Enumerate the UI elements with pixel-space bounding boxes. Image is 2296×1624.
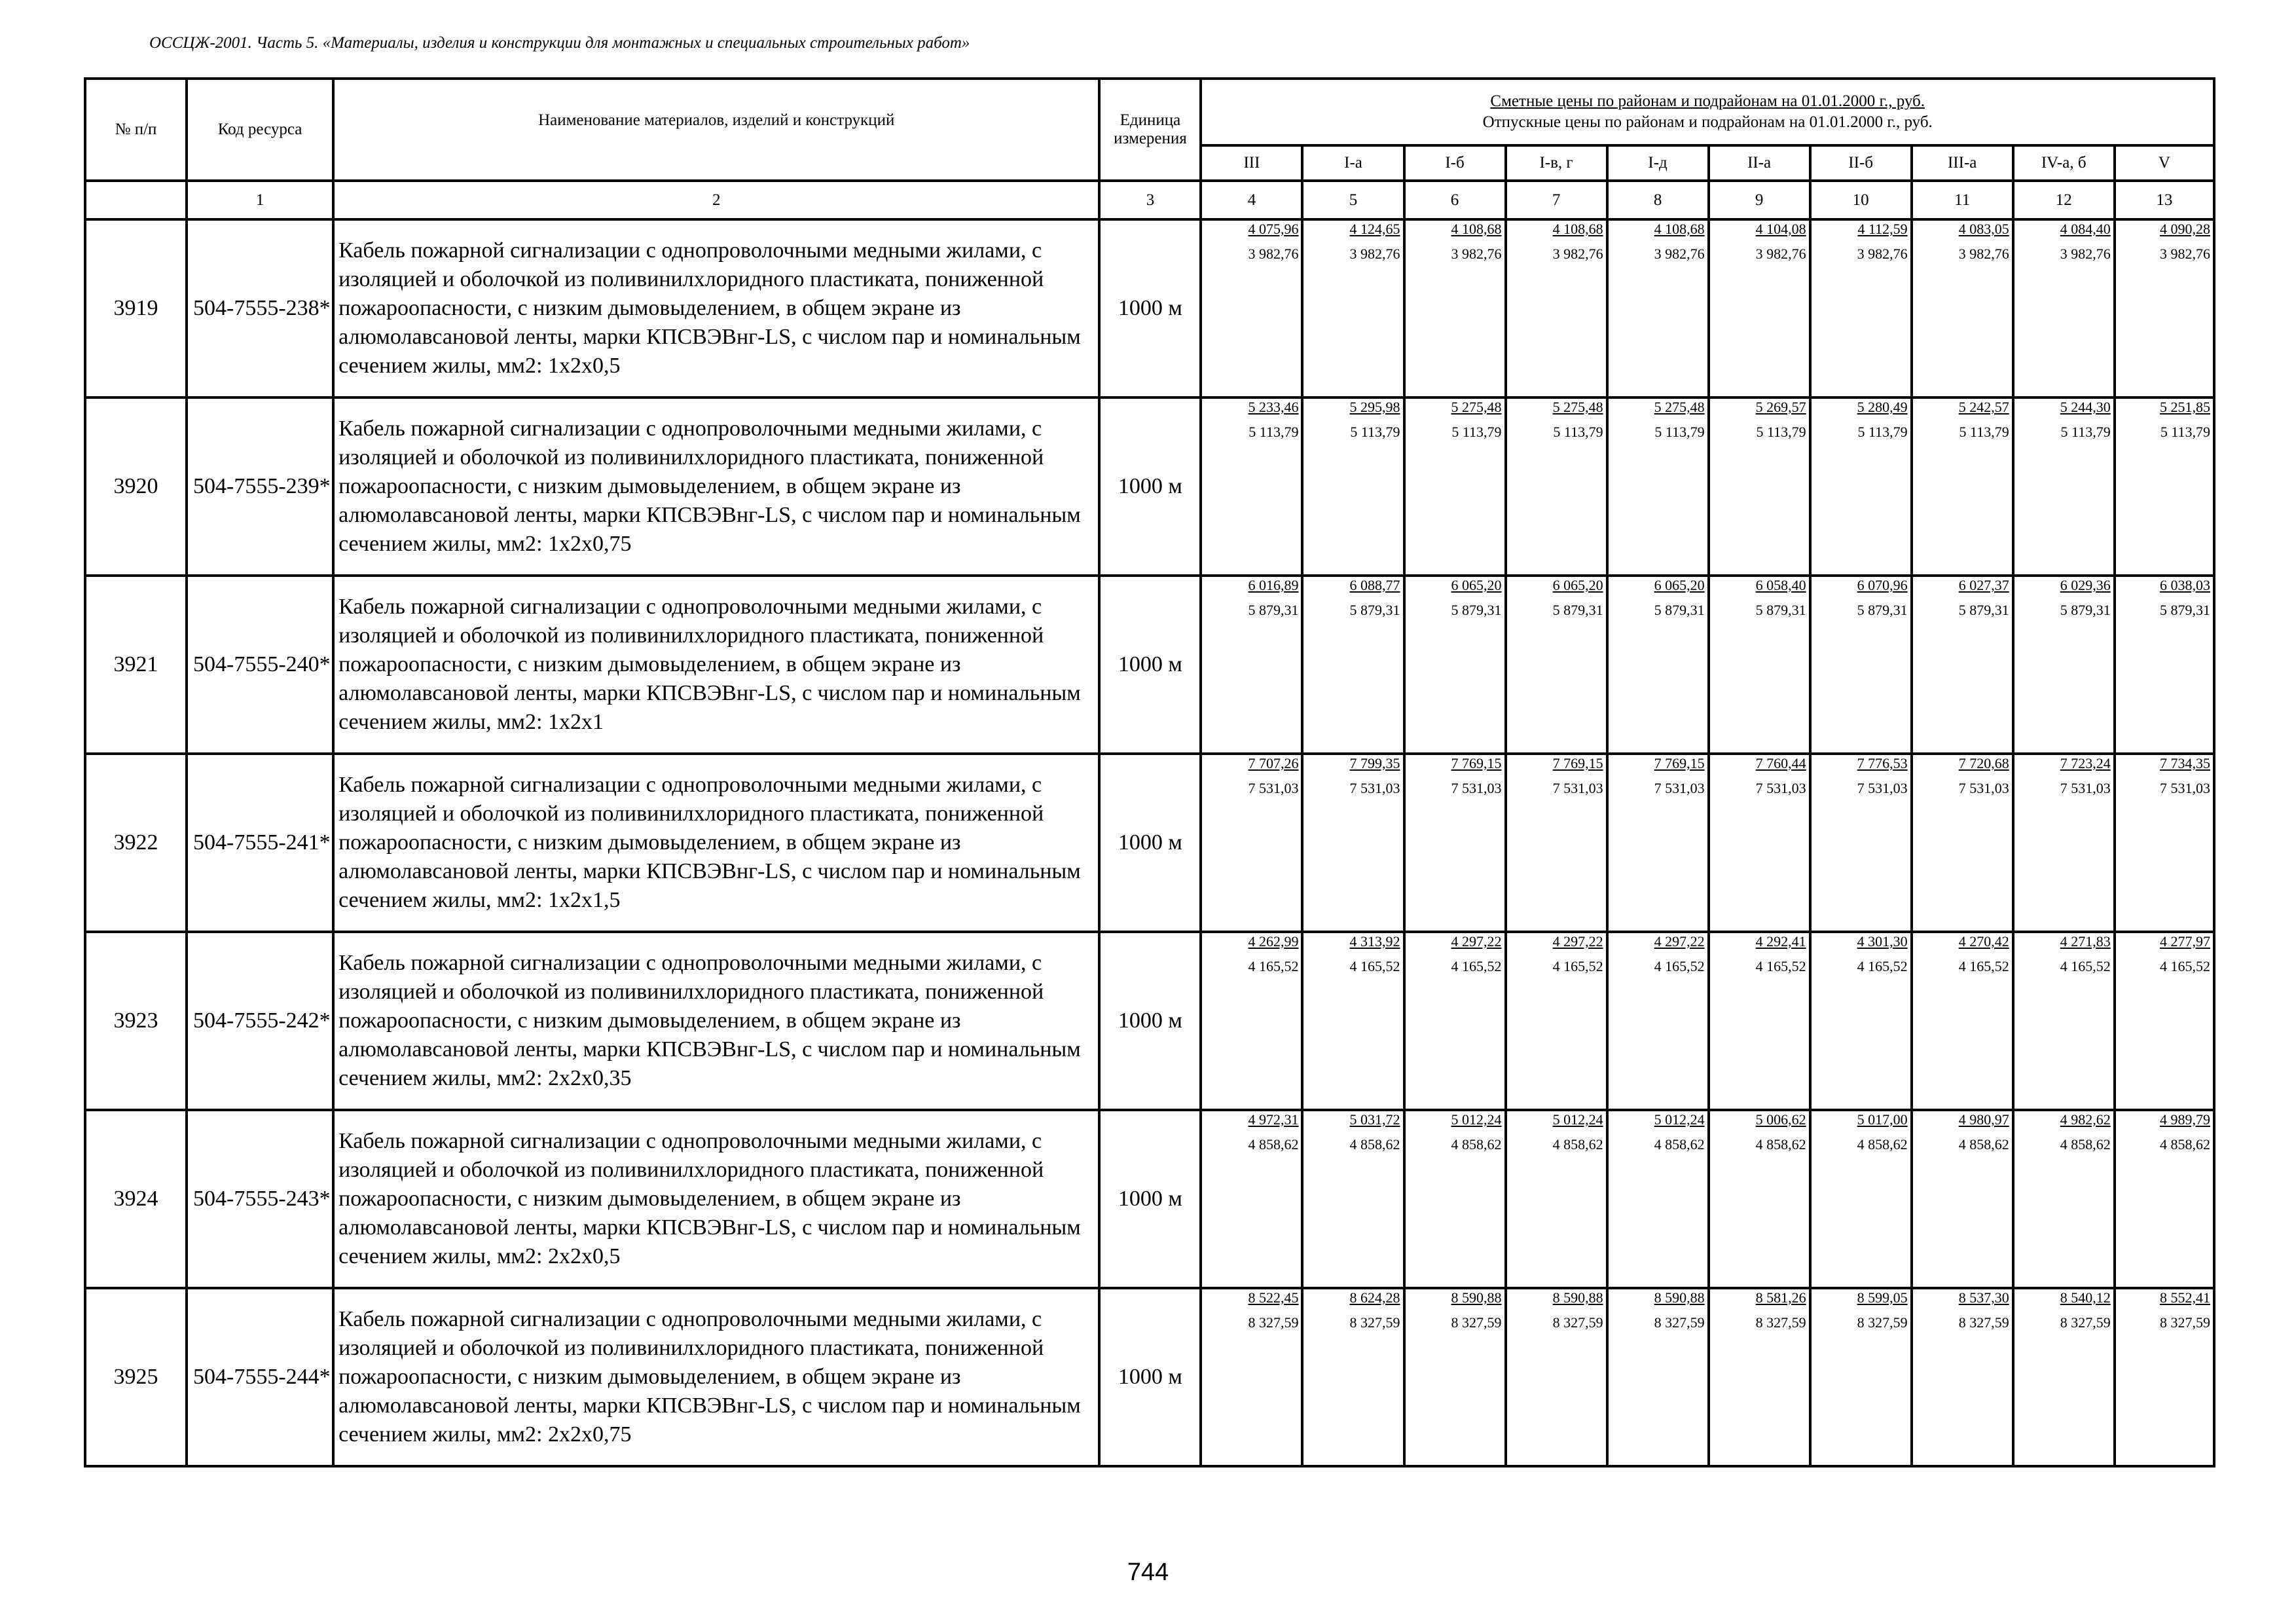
release-price: 7 531,03	[1857, 780, 1908, 796]
estimate-price: 4 104,08	[1755, 221, 1806, 237]
price-cell	[1506, 1110, 1607, 1288]
table-row	[85, 397, 2214, 576]
table-row	[85, 1288, 2214, 1466]
region-header: I-в, г	[1506, 145, 1607, 181]
estimate-price: 6 058,40	[1755, 577, 1806, 593]
release-price: 8 327,59	[2060, 1314, 2111, 1331]
header-unit: Единица измерения	[1099, 79, 1201, 181]
estimate-price: 7 769,15	[1451, 755, 1502, 771]
estimate-price: 8 599,05	[1857, 1289, 1908, 1306]
material-name: Кабель пожарной сигнализации с однопроволочными медными жилами, с изоляцией и оболочкой из поливинилхлоридного пластиката, пониженной пожароопасности, с низким дымовыделением, в общем экране из алюмолавсановой ленты, марки КПСВЭВнг-LS, с числом пар и номинальным сечением жилы, мм2: 1x2x1,5	[333, 754, 1099, 932]
region-header: I-д	[1607, 145, 1709, 181]
estimate-price: 4 108,68	[1552, 221, 1603, 237]
price-cell	[1912, 754, 2013, 932]
region-header: IV-а, б	[2013, 145, 2115, 181]
release-price: 7 531,03	[1451, 780, 1502, 796]
estimate-price: 4 277,97	[2160, 933, 2210, 950]
estimate-price: 7 720,68	[1958, 755, 2009, 771]
resource-code: 504-7555-241*	[187, 754, 333, 932]
release-price: 5 113,79	[1756, 424, 1806, 440]
unit-of-measure: 1000 м	[1099, 932, 1201, 1110]
table-row	[85, 932, 2214, 1110]
resource-code: 504-7555-239*	[187, 397, 333, 576]
unit-of-measure: 1000 м	[1099, 754, 1201, 932]
release-price: 4 858,62	[1451, 1136, 1502, 1153]
price-cell	[1201, 1110, 1302, 1288]
price-cell	[1302, 1288, 1404, 1466]
price-cell	[1810, 219, 1912, 397]
estimate-price: 7 769,15	[1552, 755, 1603, 771]
header-prices-estimate: Сметные цены по районам и подрайонам на 01.01.2000 г., руб.	[1490, 92, 1925, 110]
release-price: 8 327,59	[1958, 1314, 2009, 1331]
release-price: 5 879,31	[1552, 602, 1603, 618]
column-number: 1	[187, 181, 333, 219]
estimate-price: 4 090,28	[2160, 221, 2210, 237]
estimate-price: 4 292,41	[1755, 933, 1806, 950]
release-price: 5 113,79	[2160, 424, 2210, 440]
release-price: 4 165,52	[1349, 958, 1400, 974]
release-price: 5 879,31	[2060, 602, 2111, 618]
estimate-price: 7 760,44	[1755, 755, 1806, 771]
release-price: 4 858,62	[1349, 1136, 1400, 1153]
price-cell	[1709, 1110, 1810, 1288]
estimate-price: 5 275,48	[1654, 399, 1705, 415]
estimate-price: 4 124,65	[1349, 221, 1400, 237]
release-price: 8 327,59	[1552, 1314, 1603, 1331]
region-header: I-а	[1302, 145, 1404, 181]
resource-code: 504-7555-243*	[187, 1110, 333, 1288]
estimate-price: 5 295,98	[1349, 399, 1400, 415]
estimate-price: 8 590,88	[1654, 1289, 1705, 1306]
release-price: 3 982,76	[2160, 246, 2210, 262]
estimate-price: 4 980,97	[1958, 1111, 2009, 1128]
unit-of-measure: 1000 м	[1099, 576, 1201, 754]
release-price: 7 531,03	[1349, 780, 1400, 796]
region-header: II-а	[1709, 145, 1810, 181]
price-cell	[2115, 576, 2214, 754]
estimate-price: 8 590,88	[1451, 1289, 1502, 1306]
header-code: Код ресурса	[187, 79, 333, 181]
estimate-price: 6 027,37	[1958, 577, 2009, 593]
row-number: 3923	[85, 932, 187, 1110]
release-price: 5 113,79	[2060, 424, 2111, 440]
price-cell	[1607, 754, 1709, 932]
price-cell	[2115, 397, 2214, 576]
material-name: Кабель пожарной сигнализации с однопроволочными медными жилами, с изоляцией и оболочкой из поливинилхлоридного пластиката, пониженной пожароопасности, с низким дымовыделением, в общем экране из алюмолавсановой ленты, марки КПСВЭВнг-LS, с числом пар и номинальным сечением жилы, мм2: 1x2x0,5	[333, 219, 1099, 397]
row-number: 3921	[85, 576, 187, 754]
estimate-price: 4 270,42	[1958, 933, 2009, 950]
header-num: № п/п	[85, 79, 187, 181]
header-prices	[1201, 79, 2214, 145]
column-number: 2	[333, 181, 1099, 219]
estimate-price: 8 522,45	[1248, 1289, 1299, 1306]
price-cell	[1912, 1288, 2013, 1466]
column-number: 7	[1506, 181, 1607, 219]
estimate-price: 5 012,24	[1552, 1111, 1603, 1128]
release-price: 7 531,03	[1248, 780, 1299, 796]
estimate-price: 4 297,22	[1654, 933, 1705, 950]
estimate-price: 7 734,35	[2160, 755, 2210, 771]
estimate-price: 4 083,05	[1958, 221, 2009, 237]
price-cell	[2115, 1110, 2214, 1288]
estimate-price: 5 233,46	[1248, 399, 1299, 415]
release-price: 7 531,03	[2060, 780, 2111, 796]
price-cell	[1404, 932, 1506, 1110]
release-price: 5 879,31	[1248, 602, 1299, 618]
release-price: 4 165,52	[1552, 958, 1603, 974]
release-price: 4 858,62	[1552, 1136, 1603, 1153]
price-cell	[1506, 219, 1607, 397]
row-number: 3924	[85, 1110, 187, 1288]
header-name: Наименование материалов, изделий и конструкций	[333, 79, 1099, 181]
price-cell	[2013, 576, 2115, 754]
release-price: 8 327,59	[1857, 1314, 1908, 1331]
estimate-price: 6 088,77	[1349, 577, 1400, 593]
region-header: II-б	[1810, 145, 1912, 181]
material-name: Кабель пожарной сигнализации с однопроволочными медными жилами, с изоляцией и оболочкой из поливинилхлоридного пластиката, пониженной пожароопасности, с низким дымовыделением, в общем экране из алюмолавсановой ленты, марки КПСВЭВнг-LS, с числом пар и номинальным сечением жилы, мм2: 2x2x0,35	[333, 932, 1099, 1110]
estimate-price: 5 280,49	[1857, 399, 1908, 415]
row-number: 3925	[85, 1288, 187, 1466]
estimate-price: 6 038,03	[2160, 577, 2210, 593]
estimate-price: 5 031,72	[1349, 1111, 1400, 1128]
price-cell	[1810, 932, 1912, 1110]
estimate-price: 5 251,85	[2160, 399, 2210, 415]
release-price: 3 982,76	[1755, 246, 1806, 262]
row-number: 3922	[85, 754, 187, 932]
estimate-price: 4 075,96	[1248, 221, 1299, 237]
release-price: 4 858,62	[2060, 1136, 2111, 1153]
release-price: 3 982,76	[2060, 246, 2111, 262]
release-price: 5 113,79	[1350, 424, 1400, 440]
price-cell	[1404, 576, 1506, 754]
estimate-price: 6 029,36	[2060, 577, 2111, 593]
price-cell	[2013, 1288, 2115, 1466]
price-cell	[1709, 576, 1810, 754]
estimate-price: 6 065,20	[1552, 577, 1603, 593]
release-price: 4 165,52	[1248, 958, 1299, 974]
estimate-price: 4 972,31	[1248, 1111, 1299, 1128]
release-price: 3 982,76	[1349, 246, 1400, 262]
region-header: I-б	[1404, 145, 1506, 181]
price-cell	[2013, 932, 2115, 1110]
release-price: 3 982,76	[1451, 246, 1502, 262]
price-cell	[2115, 754, 2214, 932]
estimate-price: 4 297,22	[1451, 933, 1502, 950]
price-cell	[1404, 1110, 1506, 1288]
material-name: Кабель пожарной сигнализации с однопроволочными медными жилами, с изоляцией и оболочкой из поливинилхлоридного пластиката, пониженной пожароопасности, с низким дымовыделением, в общем экране из алюмолавсановой ленты, марки КПСВЭВнг-LS, с числом пар и номинальным сечением жилы, мм2: 2x2x0,75	[333, 1288, 1099, 1466]
resource-code: 504-7555-238*	[187, 219, 333, 397]
price-cell	[1912, 932, 2013, 1110]
release-price: 8 327,59	[2160, 1314, 2210, 1331]
estimate-price: 5 012,24	[1654, 1111, 1705, 1128]
column-number: 5	[1302, 181, 1404, 219]
column-number: 12	[2013, 181, 2115, 219]
release-price: 4 858,62	[1248, 1136, 1299, 1153]
price-cell	[1607, 219, 1709, 397]
price-cell	[1201, 932, 1302, 1110]
price-cell	[1302, 1110, 1404, 1288]
unit-of-measure: 1000 м	[1099, 1110, 1201, 1288]
price-cell	[1810, 576, 1912, 754]
estimate-price: 6 016,89	[1248, 577, 1299, 593]
price-cell	[1709, 219, 1810, 397]
table-row	[85, 1110, 2214, 1288]
resource-code: 504-7555-240*	[187, 576, 333, 754]
column-number: 11	[1912, 181, 2013, 219]
price-cell	[1912, 219, 2013, 397]
price-cell	[1506, 754, 1607, 932]
estimate-price: 7 769,15	[1654, 755, 1705, 771]
table-row	[85, 754, 2214, 932]
price-cell	[2013, 219, 2115, 397]
release-price: 4 165,52	[1958, 958, 2009, 974]
price-cell	[1607, 1288, 1709, 1466]
release-price: 5 879,31	[1451, 602, 1502, 618]
page-number: 744	[1127, 1559, 1169, 1586]
price-cell	[1302, 576, 1404, 754]
estimate-price: 4 271,83	[2060, 933, 2111, 950]
release-price: 7 531,03	[1755, 780, 1806, 796]
estimate-price: 8 537,30	[1958, 1289, 2009, 1306]
release-price: 3 982,76	[1958, 246, 2009, 262]
release-price: 4 858,62	[2160, 1136, 2210, 1153]
column-number-row	[85, 181, 2214, 219]
material-name: Кабель пожарной сигнализации с однопроволочными медными жилами, с изоляцией и оболочкой из поливинилхлоридного пластиката, пониженной пожароопасности, с низким дымовыделением, в общем экране из алюмолавсановой ленты, марки КПСВЭВнг-LS, с числом пар и номинальным сечением жилы, мм2: 1x2x0,75	[333, 397, 1099, 576]
release-price: 5 113,79	[1553, 424, 1603, 440]
release-price: 5 113,79	[1959, 424, 2009, 440]
release-price: 5 879,31	[1958, 602, 2009, 618]
price-cell	[1506, 397, 1607, 576]
estimate-price: 5 269,57	[1755, 399, 1806, 415]
price-cell	[1709, 1288, 1810, 1466]
unit-of-measure: 1000 м	[1099, 1288, 1201, 1466]
estimate-price: 4 297,22	[1552, 933, 1603, 950]
price-cell	[1404, 397, 1506, 576]
price-cell	[1506, 576, 1607, 754]
region-header: V	[2115, 145, 2214, 181]
price-cell	[1404, 1288, 1506, 1466]
release-price: 4 858,62	[1654, 1136, 1705, 1153]
release-price: 5 879,31	[1349, 602, 1400, 618]
estimate-price: 6 065,20	[1654, 577, 1705, 593]
price-cell	[2013, 754, 2115, 932]
price-cell	[1912, 576, 2013, 754]
price-cell	[1506, 1288, 1607, 1466]
row-number: 3919	[85, 219, 187, 397]
release-price: 7 531,03	[1958, 780, 2009, 796]
table-row	[85, 576, 2214, 754]
release-price: 5 879,31	[1654, 602, 1705, 618]
unit-of-measure: 1000 м	[1099, 219, 1201, 397]
material-name: Кабель пожарной сигнализации с однопроволочными медными жилами, с изоляцией и оболочкой из поливинилхлоридного пластиката, пониженной пожароопасности, с низким дымовыделением, в общем экране из алюмолавсановой ленты, марки КПСВЭВнг-LS, с числом пар и номинальным сечением жилы, мм2: 2x2x0,5	[333, 1110, 1099, 1288]
release-price: 4 858,62	[1958, 1136, 2009, 1153]
price-cell	[1810, 1288, 1912, 1466]
release-price: 3 982,76	[1248, 246, 1299, 262]
release-price: 8 327,59	[1349, 1314, 1400, 1331]
estimate-price: 6 070,96	[1857, 577, 1908, 593]
estimate-price: 4 112,59	[1857, 221, 1908, 237]
estimate-price: 8 540,12	[2060, 1289, 2111, 1306]
region-header: III-а	[1912, 145, 2013, 181]
release-price: 4 165,52	[1654, 958, 1705, 974]
release-price: 8 327,59	[1755, 1314, 1806, 1331]
release-price: 4 165,52	[1451, 958, 1502, 974]
price-cell	[1912, 397, 2013, 576]
estimate-price: 5 012,24	[1451, 1111, 1502, 1128]
price-cell	[2115, 219, 2214, 397]
price-cell	[1201, 1288, 1302, 1466]
release-price: 5 113,79	[1451, 424, 1502, 440]
estimate-price: 7 776,53	[1857, 755, 1908, 771]
estimate-price: 4 313,92	[1349, 933, 1400, 950]
estimate-price: 5 275,48	[1451, 399, 1502, 415]
estimate-price: 8 590,88	[1552, 1289, 1603, 1306]
price-cell	[1201, 754, 1302, 932]
region-header: III	[1201, 145, 1302, 181]
release-price: 3 982,76	[1654, 246, 1705, 262]
price-cell	[1607, 576, 1709, 754]
release-price: 8 327,59	[1654, 1314, 1705, 1331]
estimate-price: 5 244,30	[2060, 399, 2111, 415]
price-cell	[1302, 219, 1404, 397]
release-price: 7 531,03	[1552, 780, 1603, 796]
release-price: 5 113,79	[1248, 424, 1299, 440]
estimate-price: 4 989,79	[2160, 1111, 2210, 1128]
price-cell	[1302, 754, 1404, 932]
header-prices-release: Отпускные цены по районам и подрайонам на 01.01.2000 г., руб.	[1482, 113, 1933, 131]
price-cell	[1506, 932, 1607, 1110]
release-price: 4 165,52	[2160, 958, 2210, 974]
release-price: 3 982,76	[1857, 246, 1908, 262]
release-price: 5 879,31	[2160, 602, 2210, 618]
estimate-price: 5 275,48	[1552, 399, 1603, 415]
price-cell	[1404, 754, 1506, 932]
release-price: 5 879,31	[1857, 602, 1908, 618]
estimate-price: 4 108,68	[1451, 221, 1502, 237]
column-number	[85, 181, 187, 219]
estimate-price: 4 262,99	[1248, 933, 1299, 950]
estimate-price: 4 084,40	[2060, 221, 2111, 237]
column-number: 8	[1607, 181, 1709, 219]
unit-of-measure: 1000 м	[1099, 397, 1201, 576]
price-cell	[1810, 754, 1912, 932]
price-cell	[2013, 397, 2115, 576]
price-cell	[1201, 576, 1302, 754]
estimate-price: 5 017,00	[1857, 1111, 1908, 1128]
price-cell	[1404, 219, 1506, 397]
price-cell	[1201, 397, 1302, 576]
estimate-price: 6 065,20	[1451, 577, 1502, 593]
price-cell	[1709, 754, 1810, 932]
release-price: 8 327,59	[1451, 1314, 1502, 1331]
release-price: 7 531,03	[1654, 780, 1705, 796]
release-price: 4 858,62	[1857, 1136, 1908, 1153]
price-cell	[1709, 932, 1810, 1110]
release-price: 5 113,79	[1654, 424, 1705, 440]
release-price: 7 531,03	[2160, 780, 2210, 796]
column-number: 10	[1810, 181, 1912, 219]
estimate-price: 7 799,35	[1349, 755, 1400, 771]
price-cell	[1709, 397, 1810, 576]
release-price: 4 165,52	[1755, 958, 1806, 974]
document-header-title: ОССЦЖ-2001. Часть 5. «Материалы, изделия и конструкции для монтажных и специальных строительных работ»	[149, 34, 970, 52]
column-number: 9	[1709, 181, 1810, 219]
resource-code: 504-7555-244*	[187, 1288, 333, 1466]
release-price: 4 858,62	[1755, 1136, 1806, 1153]
price-cell	[1810, 397, 1912, 576]
price-cell	[1912, 1110, 2013, 1288]
estimate-price: 8 581,26	[1755, 1289, 1806, 1306]
release-price: 3 982,76	[1552, 246, 1603, 262]
price-cell	[2115, 1288, 2214, 1466]
estimate-price: 8 624,28	[1349, 1289, 1400, 1306]
price-cell	[1810, 1110, 1912, 1288]
column-number: 13	[2115, 181, 2214, 219]
table-row	[85, 219, 2214, 397]
estimate-price: 4 301,30	[1857, 933, 1908, 950]
release-price: 5 113,79	[1857, 424, 1908, 440]
price-cell	[1201, 219, 1302, 397]
row-number: 3920	[85, 397, 187, 576]
material-name: Кабель пожарной сигнализации с однопроволочными медными жилами, с изоляцией и оболочкой из поливинилхлоридного пластиката, пониженной пожароопасности, с низким дымовыделением, в общем экране из алюмолавсановой ленты, марки КПСВЭВнг-LS, с числом пар и номинальным сечением жилы, мм2: 1x2x1	[333, 576, 1099, 754]
resource-code: 504-7555-242*	[187, 932, 333, 1110]
price-cell	[1607, 932, 1709, 1110]
price-table	[84, 77, 2215, 1467]
release-price: 5 879,31	[1755, 602, 1806, 618]
table-body	[85, 219, 2214, 1466]
estimate-price: 7 707,26	[1248, 755, 1299, 771]
estimate-price: 4 982,62	[2060, 1111, 2111, 1128]
price-cell	[1302, 397, 1404, 576]
estimate-price: 4 108,68	[1654, 221, 1705, 237]
price-cell	[2013, 1110, 2115, 1288]
estimate-price: 8 552,41	[2160, 1289, 2210, 1306]
release-price: 4 165,52	[2060, 958, 2111, 974]
price-cell	[1302, 932, 1404, 1110]
estimate-price: 5 242,57	[1958, 399, 2009, 415]
estimate-price: 7 723,24	[2060, 755, 2111, 771]
release-price: 4 165,52	[1857, 958, 1908, 974]
column-number: 4	[1201, 181, 1302, 219]
column-number: 3	[1099, 181, 1201, 219]
price-cell	[1607, 1110, 1709, 1288]
column-number: 6	[1404, 181, 1506, 219]
price-cell	[1607, 397, 1709, 576]
release-price: 8 327,59	[1248, 1314, 1299, 1331]
estimate-price: 5 006,62	[1755, 1111, 1806, 1128]
price-cell	[2115, 932, 2214, 1110]
